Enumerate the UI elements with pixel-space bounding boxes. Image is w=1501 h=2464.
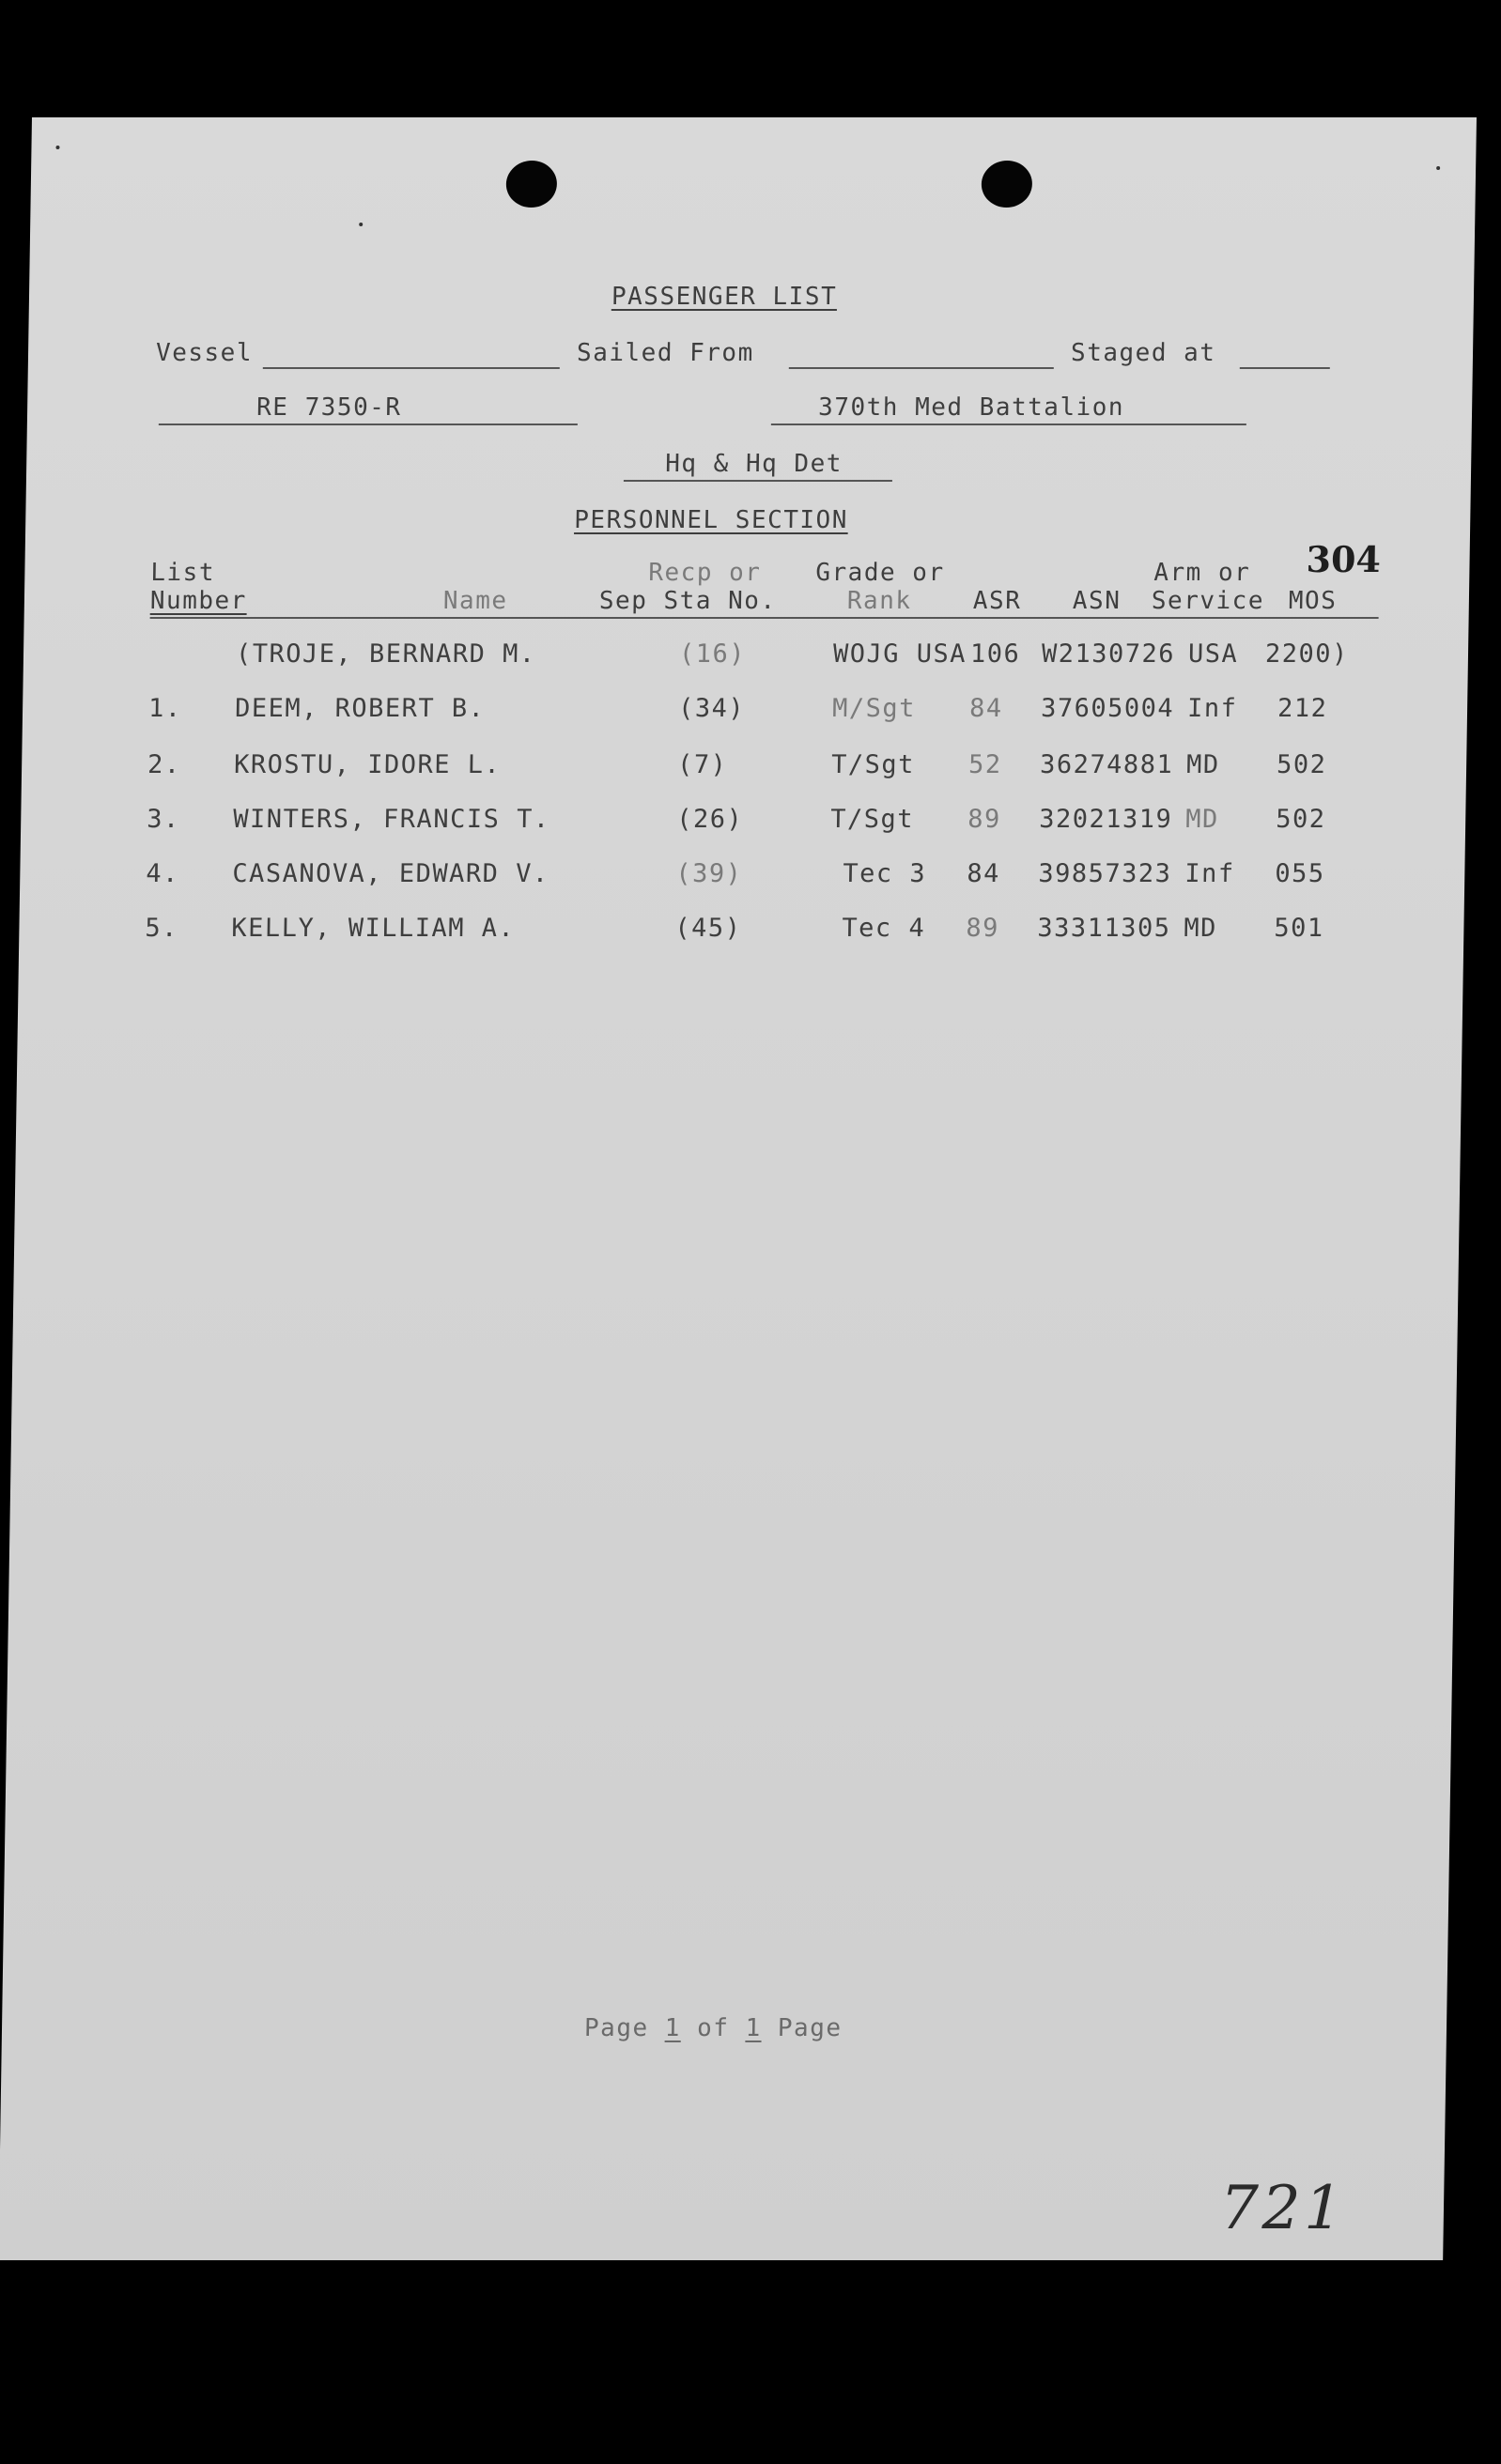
page-footer-suffix: Page — [777, 2014, 843, 2042]
row-grade: T/Sgt — [830, 805, 915, 834]
row-number: 4. — [146, 859, 180, 888]
row-asr: 106 — [969, 639, 1021, 669]
row-grade: Tec 4 — [842, 914, 926, 943]
header-mos: MOS — [1288, 587, 1338, 615]
header-list-number: Number — [149, 587, 248, 615]
staged-at-label: Staged at — [1070, 339, 1216, 367]
row-recp: (34) — [677, 694, 746, 723]
row-mos: 2200) — [1264, 639, 1350, 669]
speck — [1436, 166, 1440, 170]
page-footer-middle: of — [696, 2014, 730, 2042]
row-number: 3. — [147, 805, 181, 834]
row-asn: W2130726 — [1041, 639, 1176, 669]
shipment-code-line — [159, 424, 578, 425]
page-total: 1 — [745, 2014, 762, 2042]
handwritten-number: 721 — [1219, 2174, 1347, 2243]
header-recp: Sep Sta No. — [598, 587, 777, 615]
row-recp: (7) — [676, 750, 728, 779]
row-arm: MD — [1185, 750, 1220, 779]
unit-name: 370th Med Battalion — [817, 393, 1125, 422]
page-footer — [584, 2014, 843, 2042]
header-asn: ASN — [1072, 587, 1122, 615]
row-number: 1. — [147, 694, 182, 723]
row-arm: MD — [1185, 805, 1220, 834]
punch-hole-right — [981, 161, 1032, 208]
row-mos: 212 — [1277, 694, 1328, 723]
header-recp-top: Recp or — [648, 559, 762, 587]
subunit-line — [624, 480, 892, 482]
staged-at-blank — [1240, 367, 1330, 369]
row-asn: 33311305 — [1037, 914, 1171, 943]
row-asn: 36274881 — [1039, 750, 1174, 779]
row-name: CASANOVA, EDWARD V. — [232, 859, 549, 888]
speck — [359, 223, 363, 226]
row-number: 2. — [147, 750, 181, 779]
header-list-number-top: List — [150, 559, 216, 587]
row-name: (TROJE, BERNARD M. — [235, 639, 536, 669]
header-name: Name — [442, 587, 508, 615]
row-arm: USA — [1187, 639, 1239, 669]
row-asn: 37605004 — [1040, 694, 1175, 723]
document-title: PASSENGER LIST — [611, 283, 838, 311]
stamp-number: 304 — [1306, 538, 1382, 580]
header-arm: Service — [1151, 587, 1265, 615]
document-page — [0, 117, 1477, 2260]
row-arm: Inf — [1184, 859, 1235, 888]
header-underline — [150, 617, 1379, 619]
row-asr: 84 — [968, 694, 1003, 723]
row-asn: 32021319 — [1039, 805, 1173, 834]
row-mos: 502 — [1276, 750, 1327, 779]
subunit-name: Hq & Hq Det — [664, 450, 843, 478]
row-grade: M/Sgt — [831, 694, 917, 723]
row-arm: MD — [1184, 914, 1218, 943]
row-name: KELLY, WILLIAM A. — [231, 914, 516, 943]
row-recp: (16) — [678, 639, 747, 669]
row-arm: Inf — [1186, 694, 1238, 723]
row-name: KROSTU, IDORE L. — [233, 750, 502, 779]
row-name: WINTERS, FRANCIS T. — [233, 805, 550, 834]
row-name: DEEM, ROBERT B. — [234, 694, 486, 723]
page-current: 1 — [664, 2014, 682, 2042]
row-recp: (39) — [675, 859, 743, 888]
vessel-label: Vessel — [155, 339, 254, 367]
speck — [55, 146, 59, 149]
row-recp: (45) — [674, 914, 742, 943]
row-asr: 52 — [967, 750, 1002, 779]
header-grade-top: Grade or — [815, 559, 945, 587]
row-mos: 055 — [1275, 859, 1325, 888]
unit-line — [771, 424, 1246, 425]
sailed-from-label: Sailed From — [576, 339, 754, 367]
row-grade: Tec 3 — [843, 859, 927, 888]
row-asn: 39857323 — [1038, 859, 1172, 888]
header-arm-top: Arm or — [1153, 559, 1251, 587]
header-grade: Rank — [846, 587, 912, 615]
row-asr: 89 — [967, 805, 1002, 834]
section-name: PERSONNEL SECTION — [574, 506, 849, 534]
row-asr: 84 — [967, 859, 1001, 888]
row-recp: (26) — [676, 805, 744, 834]
punch-hole-left — [505, 161, 557, 208]
sailed-from-blank — [789, 367, 1054, 369]
row-mos: 502 — [1276, 805, 1326, 834]
row-mos: 501 — [1274, 914, 1324, 943]
row-grade: T/Sgt — [830, 750, 916, 779]
header-asr: ASR — [972, 587, 1022, 615]
row-number: 5. — [145, 914, 179, 943]
page-footer-prefix: Page — [583, 2014, 649, 2042]
shipment-code: RE 7350-R — [255, 393, 402, 422]
row-asr: 89 — [966, 914, 1000, 943]
row-grade: WOJG USA — [832, 639, 967, 669]
vessel-blank — [263, 367, 560, 369]
